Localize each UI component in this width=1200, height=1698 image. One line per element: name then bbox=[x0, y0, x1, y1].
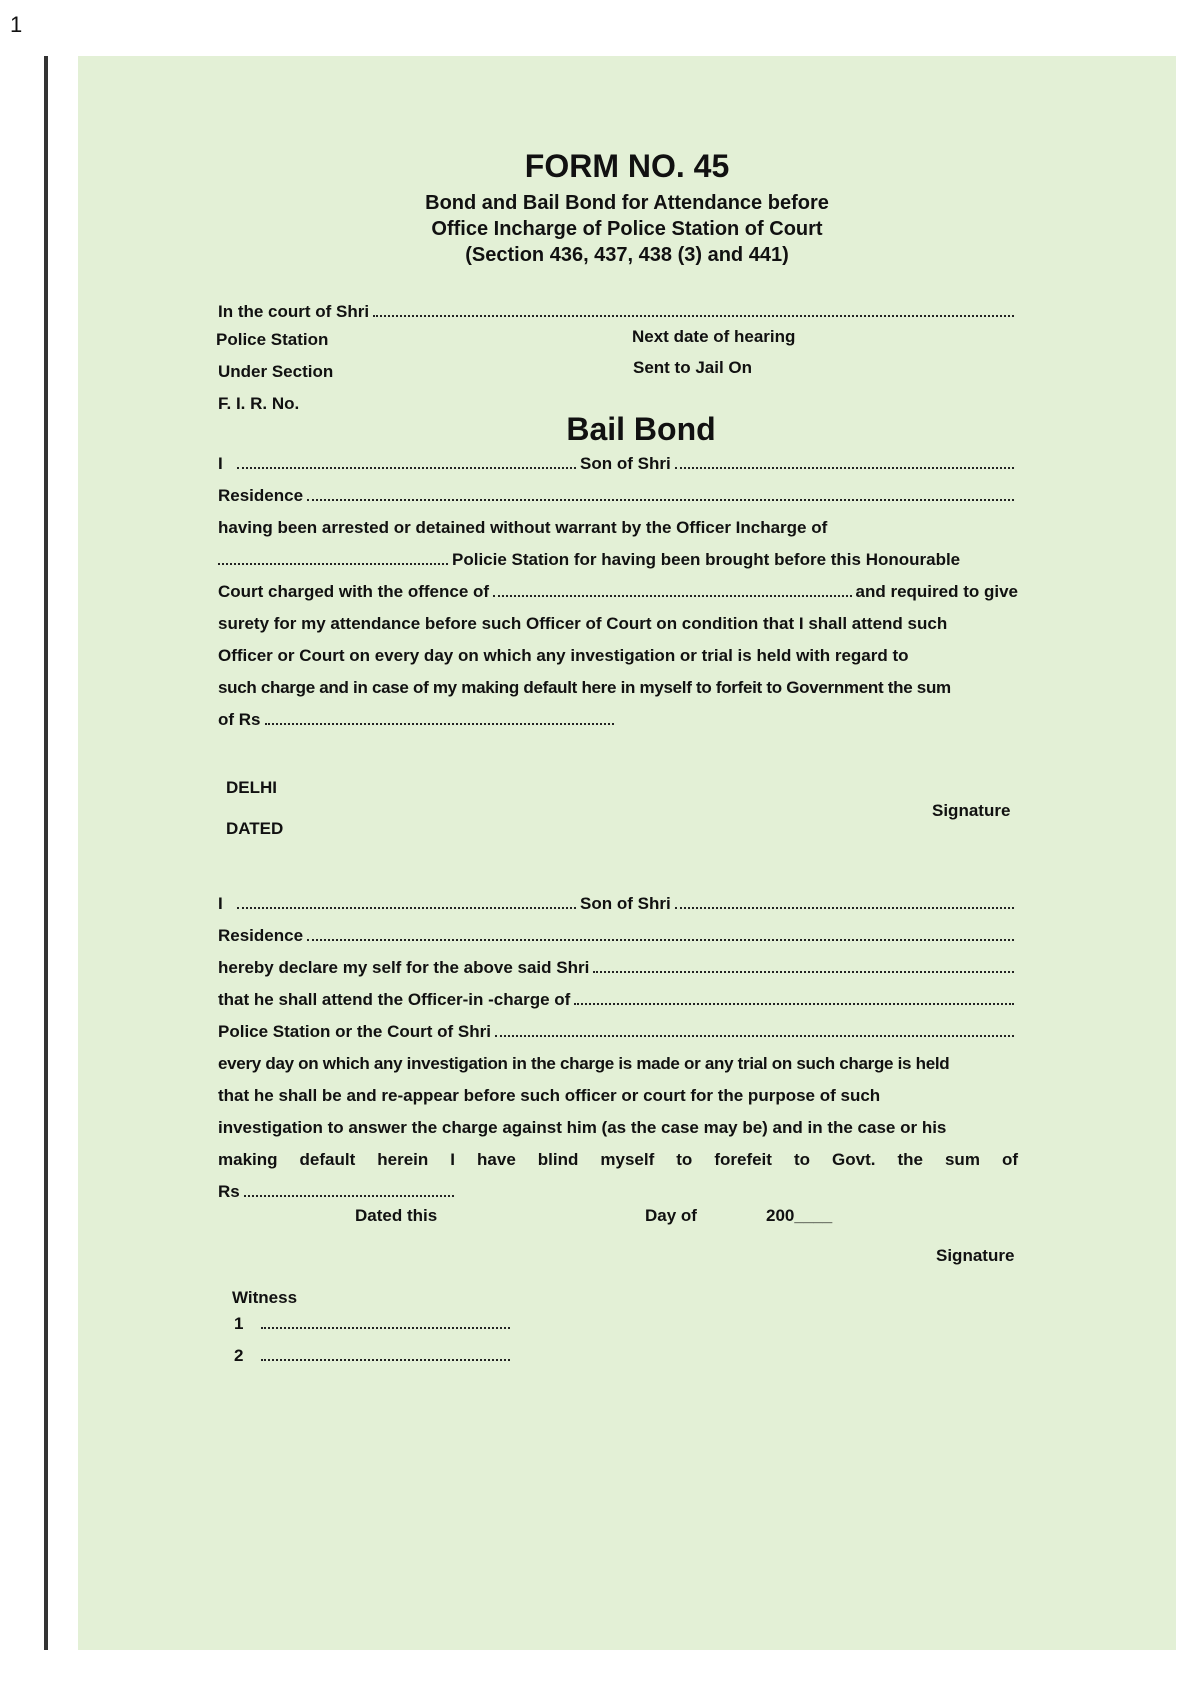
day-of-label: Day of bbox=[645, 1206, 697, 1225]
bail-bond-body bbox=[218, 448, 1018, 736]
form-sheet bbox=[44, 56, 1176, 1650]
bail-line-3: Court charged with the offence of and required to give bbox=[218, 582, 1018, 601]
surety-line-1: every day on which any investigation in the charge is made or any trial on such charge is held bbox=[218, 1054, 950, 1073]
place-label: DELHI bbox=[226, 778, 277, 797]
accused-signature-label: Signature bbox=[932, 801, 1011, 820]
bail-line-7: of Rs bbox=[218, 704, 618, 736]
surety-name-line: I Son of Shri bbox=[218, 888, 1018, 920]
form-subtitle-2: Office Incharge of Police Station of Court bbox=[431, 218, 823, 240]
form-subtitle-1: Bond and Bail Bond for Attendance before bbox=[425, 192, 829, 214]
under-section-label: Under Section bbox=[218, 362, 334, 381]
form-subtitle-3: (Section 436, 437, 438 (3) and 441) bbox=[465, 244, 789, 266]
court-field: In the court of Shri bbox=[218, 296, 1018, 328]
surety-body bbox=[218, 888, 1018, 1208]
witness-label: Witness bbox=[232, 1288, 298, 1307]
witness-1-line: 1 bbox=[234, 1308, 514, 1340]
form-paper bbox=[82, 56, 1176, 1650]
sent-to-jail-label: Sent to Jail On bbox=[633, 358, 753, 377]
bail-line-5: Officer or Court on every day on which any investigation or trial is held with regard to bbox=[218, 646, 909, 665]
surety-line-4: making default herein I have blind myself to forefeit to Govt. the sum of bbox=[218, 1150, 1018, 1169]
form-title: FORM NO. 45 bbox=[524, 148, 730, 184]
bail-bond-heading: Bail Bond bbox=[566, 411, 716, 447]
bail-line-6: such charge and in case of my making default here in myself to forfeit to Government the sum bbox=[218, 678, 951, 697]
surety-signature-label: Signature bbox=[936, 1246, 1015, 1265]
surety-line-2: that he shall be and re-appear before such officer or court for the purpose of such bbox=[218, 1086, 881, 1105]
next-hearing-label: Next date of hearing bbox=[632, 327, 796, 346]
surety-line-3: investigation to answer the charge against him (as the case may be) and in the case or his bbox=[218, 1118, 947, 1137]
year-label: 200____ bbox=[766, 1206, 833, 1225]
surety-declare-line: hereby declare my self for the above said Shri bbox=[218, 952, 1018, 984]
witness-lines bbox=[234, 1308, 514, 1372]
fir-no-label: F. I. R. No. bbox=[218, 394, 300, 413]
accused-residence-line: Residence bbox=[218, 480, 1018, 512]
surety-residence-line: Residence bbox=[218, 920, 1018, 952]
police-station-label: Police Station bbox=[216, 330, 329, 349]
surety-rs-line: Rs bbox=[218, 1176, 458, 1208]
page-number: 1 bbox=[10, 12, 23, 37]
bail-line-4: surety for my attendance before such Officer of Court on condition that I shall attend such bbox=[218, 614, 948, 633]
surety-attend-line: that he shall attend the Officer-in -charge of bbox=[218, 984, 1018, 1016]
dated-this-label: Dated this bbox=[355, 1206, 438, 1225]
surety-station-line: Police Station or the Court of Shri bbox=[218, 1016, 1018, 1048]
bail-line-2: Policie Station for having been brought before this Honourable bbox=[218, 544, 1018, 576]
witness-2-line: 2 bbox=[234, 1340, 514, 1372]
bail-line-1: having been arrested or detained without warrant by the Officer Incharge of bbox=[218, 518, 828, 537]
dated-label: DATED bbox=[226, 819, 284, 838]
accused-name-line: I Son of Shri bbox=[218, 448, 1018, 480]
